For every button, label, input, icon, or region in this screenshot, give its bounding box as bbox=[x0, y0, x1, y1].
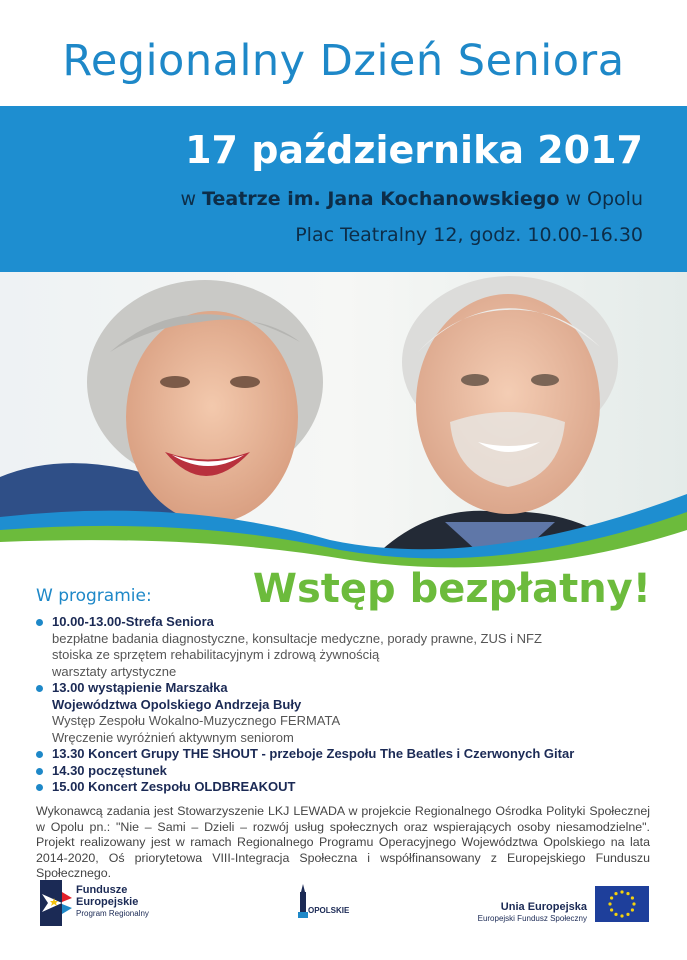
project-info-paragraph: Wykonawcą zadania jest Stowarzyszenie LKJ LEWADA w projekcie Regionalnego Ośrodka Polityki Społecznej w Opolu pn.: "Nie – Sami – Dzieli – rozwój usług społecznych oraz wspierających osoby niesamodzielne". Projekt realizowany jest w ramach Regionalnego Programu Operacyjnego Województwa Opolskiego na lata 2014-2020, Oś priorytetowa VIII-Integracja Społeczna i współfinansowany z Europejskiego Funduszu Społecznego. bbox=[36, 804, 650, 881]
program-item-senior-zone bbox=[36, 614, 666, 631]
venue-prefix: w bbox=[180, 188, 197, 210]
eu-flag-icon bbox=[595, 886, 649, 922]
program-item-title-cont: Województwa Opolskiego Andrzeja Buły bbox=[52, 696, 302, 712]
event-address: Plac Teatralny 12, godz. 10.00-16.30 bbox=[295, 224, 643, 246]
venue-suffix: w Opolu bbox=[565, 188, 643, 210]
sponsor-footer bbox=[0, 880, 687, 940]
program-item-marshal-speech bbox=[36, 680, 666, 697]
seniors-photo-illustration bbox=[0, 272, 687, 572]
program-list bbox=[36, 614, 666, 796]
program-item-title: 13.00 wystąpienie Marszałka bbox=[52, 680, 228, 695]
ue-text bbox=[478, 900, 587, 924]
program-item-title: 15.00 Koncert Zespołu OLDBREAKOUT bbox=[52, 779, 296, 794]
fundusze-europejskie-logo bbox=[40, 880, 200, 930]
fe-text bbox=[76, 884, 149, 919]
program-item-detail: Występ Zespołu Wokalno-Muzycznego FERMATA bbox=[52, 713, 341, 728]
opolskie-logo bbox=[296, 884, 376, 934]
venue-name: Teatrze im. Jana Kochanowskiego bbox=[202, 188, 560, 210]
fe-line3: Program Regionalny bbox=[76, 909, 149, 918]
event-venue bbox=[180, 188, 643, 210]
program-item-the-shout bbox=[36, 746, 666, 763]
fe-line1: Fundusze bbox=[76, 884, 128, 896]
program-item-oldbreakout bbox=[36, 779, 666, 796]
program-heading: W programie: bbox=[36, 586, 152, 606]
program-item-refreshments bbox=[36, 763, 666, 780]
program-item-title: 13.30 Koncert Grupy THE SHOUT - przeboje Zespołu The Beatles i Czerwonych Gitar bbox=[52, 746, 575, 761]
program-item-title: 14.30 poczęstunek bbox=[52, 762, 167, 778]
free-entry-slogan: Wstęp bezpłatny! bbox=[252, 566, 651, 612]
program-item-detail: Wręczenie wyróżnień aktywnym seniorom bbox=[52, 729, 294, 745]
program-item-detail: warsztaty artystyczne bbox=[52, 663, 177, 679]
event-title: Regionalny Dzień Seniora bbox=[62, 36, 625, 86]
program-item-detail: stoiska ze sprzętem rehabilitacyjnym i zdrową żywnością bbox=[52, 647, 380, 662]
event-date: 17 października 2017 bbox=[185, 128, 643, 172]
program-item-detail: bezpłatne badania diagnostyczne, konsultacje medyczne, porady prawne, ZUS i NFZ bbox=[52, 630, 542, 646]
fe-star-icon bbox=[40, 880, 72, 926]
program-item-title: 10.00-13.00-Strefa Seniora bbox=[52, 614, 214, 629]
fe-line2: Europejskie bbox=[76, 896, 139, 908]
eu-stars-icon bbox=[595, 886, 649, 922]
ue-line1: Unia Europejska bbox=[500, 901, 587, 913]
date-banner bbox=[0, 106, 687, 272]
seniors-photo bbox=[0, 272, 687, 572]
opolskie-text: OPOLSKIE bbox=[308, 906, 350, 915]
ue-line2: Europejski Fundusz Społeczny bbox=[477, 914, 587, 923]
